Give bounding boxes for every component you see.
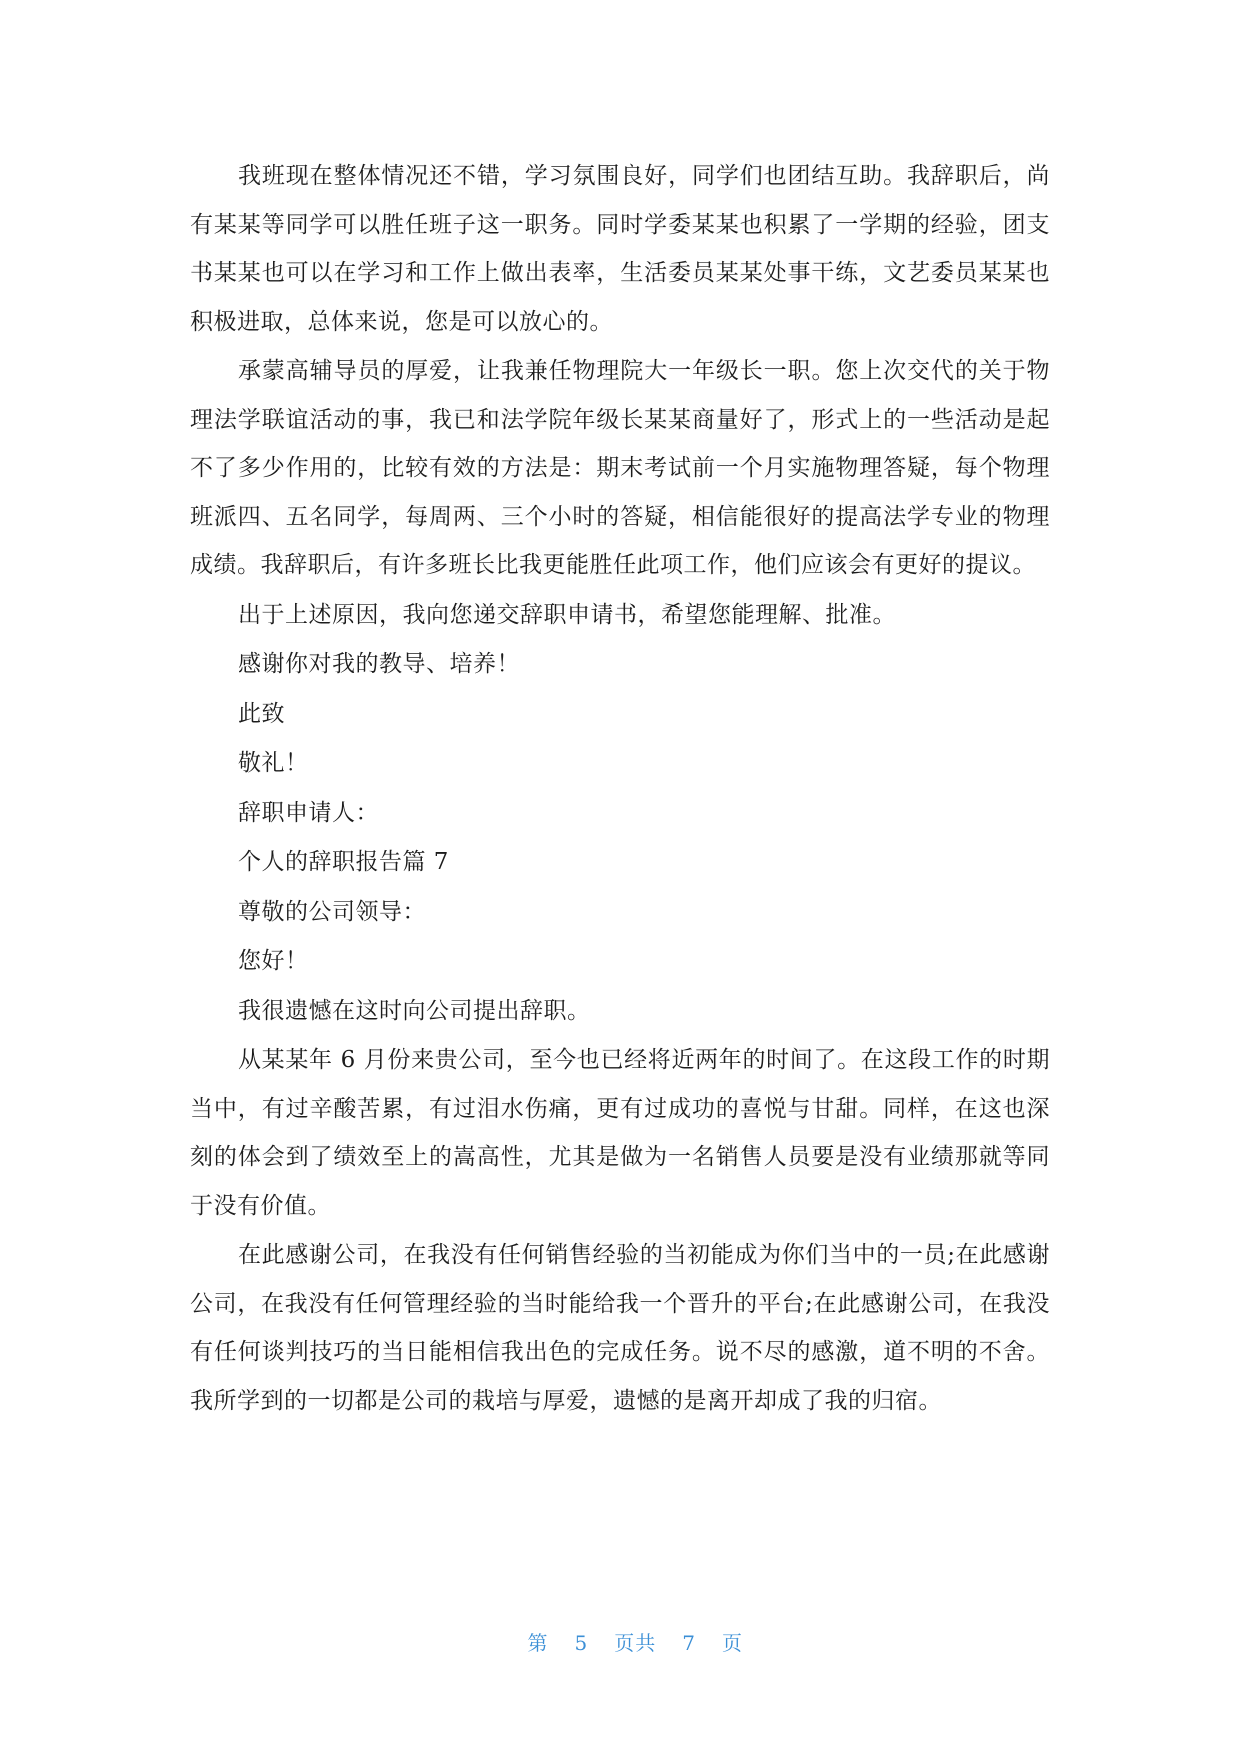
footer-prefix: 第 (527, 1631, 549, 1655)
paragraph: 承蒙高辅导员的厚爱，让我兼任物理院大一年级长一职。您上次交代的关于物理法学联谊活动的事，我已和法学院年级长某某商量好了，形式上的一些活动是起不了多少作用的，比较有效的方法是：期末考试前一个月实施物理答疑，每个物理班派四、五名同学，每周两、三个小时的答疑，相信能很好的提高法学专业的物理成绩。我辞职后，有许多班长比我更能胜任此项工作，他们应该会有更好的提议。 (190, 358, 1050, 578)
footer-total-pages: 7 (682, 1631, 696, 1655)
page-footer (0, 1603, 1241, 1680)
paragraph: 我很遗憾在这时向公司提出辞职。 (238, 997, 591, 1024)
paragraph: 在此感谢公司，在我没有任何销售经验的当初能成为你们当中的一员;在此感谢公司，在我没有任何管理经验的当时能给我一个晋升的平台;在此感谢公司，在我没有任何谈判技巧的当日能相信我出色的完成任务。说不尽的感激，道不明的不舍。我所学到的一切都是公司的栽培与厚爱，遗憾的是离开却成了我的归宿。 (190, 1242, 1050, 1414)
footer-suffix: 页 (721, 1631, 743, 1655)
salutation: 尊敬的公司领导： (238, 898, 426, 925)
signature-line: 辞职申请人： (238, 799, 379, 826)
paragraph: 感谢你对我的教导、培养！ (238, 651, 520, 677)
paragraph: 我班现在整体情况还不错，学习氛围良好，同学们也团结互助。我辞职后，尚有某某等同学可以胜任班子这一职务。同时学委某某也积累了一学期的经验，团支书某某也可以在学习和工作上做出表率，生活委员某某处事干练，文艺委员某某也积极进取，总体来说，您是可以放心的。 (190, 163, 1050, 335)
paragraph: 从某某年 6 月份来贵公司，至今也已经将近两年的时间了。在这段工作的时期当中，有过辛酸苦累，有过泪水伤痛，更有过成功的喜悦与甘甜。同样，在这也深刻的体会到了绩效至上的嵩高性，尤其是做为一名销售人员要是没有业绩那就等同于没有价值。 (190, 1047, 1050, 1219)
footer-current-page: 5 (574, 1631, 589, 1655)
greeting: 您好！ (238, 948, 309, 974)
paragraph: 出于上述原因，我向您递交辞职申请书，希望您能理解、批准。 (238, 601, 896, 628)
document-body (190, 152, 1050, 1425)
closing-salute: 敬礼！ (238, 750, 309, 776)
section-heading: 个人的辞职报告篇 7 (238, 849, 449, 875)
footer-middle: 页共 (614, 1631, 657, 1655)
closing-line: 此致 (238, 700, 285, 727)
